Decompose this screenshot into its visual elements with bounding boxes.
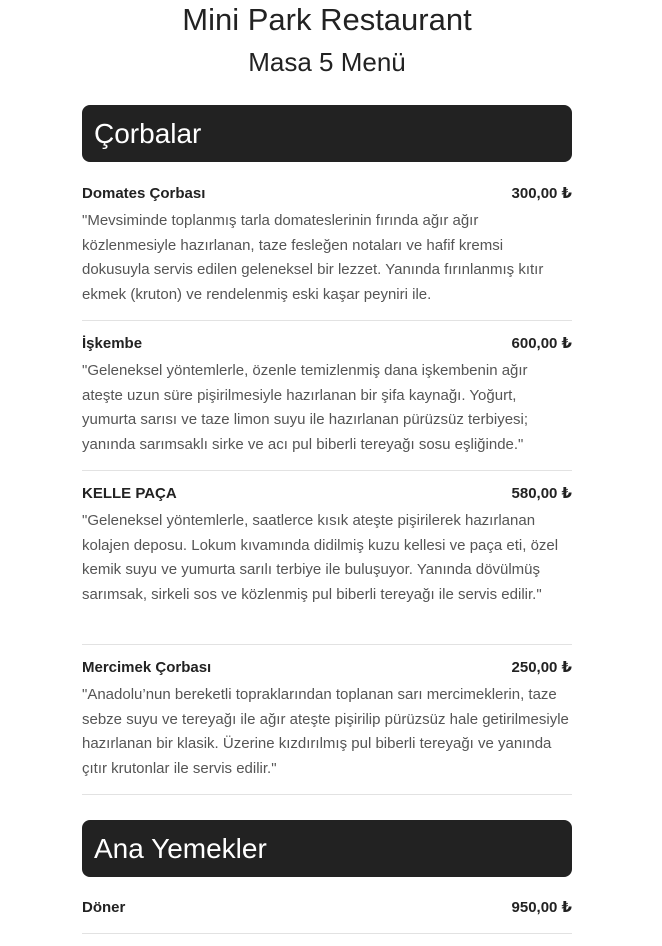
item-name: KELLE PAÇA [82,485,177,502]
item-name: İşkembe [82,335,143,352]
menu-item-doner[interactable] [82,898,572,934]
menu-item-iskembe[interactable] [82,334,572,471]
category-title: Çorbalar [94,118,202,149]
item-price: 300,00 ₺ [511,185,572,202]
item-name: Mercimek Çorbası [82,659,212,676]
item-price: 600,00 ₺ [511,335,572,352]
item-description: "Mevsiminde toplanmış tarla domateslerinin fırında ağır ağır közlenmesiyle hazırlanan, taze fesleğen notaları ve hafif kremsi dokusuyla servis edilen geleneksel bir lezzet. Yanında fırınlanmış kıtır ekmek (kruton) ve rendelenmiş eski kaşar peyniri ile. [82,212,544,303]
table-menu-title: Masa 5 Menü [248,47,406,77]
category-header-corbalar [82,105,572,162]
item-name: Domates Çorbası [82,185,206,202]
category-header-ana-yemekler [82,820,572,877]
menu-item-kelle-paca[interactable] [82,484,572,645]
item-price: 580,00 ₺ [511,485,572,502]
item-name: Döner [82,899,126,916]
menu-item-domates-corbasi[interactable] [82,184,572,321]
category-title: Ana Yemekler [94,833,267,864]
item-description: "Geleneksel yöntemlerle, saatlerce kısık ateşte pişirilerek hazırlanan kolajen deposu. Lokum kıvamında didilmiş kuzu kellesi ve paça eti, özel kemik suyu ve yumurta sarılı terbiye ile buluşuyor. Yanında dövülmüş sarımsak, sirkeli sos ve közlenmiş pul biberli tereyağı ile servis edilir." [82,512,559,603]
restaurant-name: Mini Park Restaurant [182,2,472,37]
menu-item-mercimek-corbasi[interactable] [82,658,572,795]
item-description: "Geleneksel yöntemlerle, özenle temizlenmiş dana işkembenin ağır ateşte uzun süre pişirilmesiyle hazırlanan bir şifa kaynağı. Yoğurt, yumurta sarısı ve taze limon suyu ile hazırlanan pürüzsüz terbiyesi; yanında sarımsaklı sirke ve acı pul biberli tereyağı sosu eşliğinde." [82,362,529,453]
item-price: 250,00 ₺ [511,659,572,676]
item-description: "Anadolu’nun bereketli topraklarından toplanan sarı mercimeklerin, taze sebze suyu ve tereyağı ile ağır ateşte pişirilip pürüzsüz hale getirilmesiyle hazırlanan bir klasik. Üzerine kızdırılmış pul biberli tereyağı ve yanında çıtır krutonlar ile servis edilir." [82,686,569,777]
item-price: 950,00 ₺ [511,899,572,916]
